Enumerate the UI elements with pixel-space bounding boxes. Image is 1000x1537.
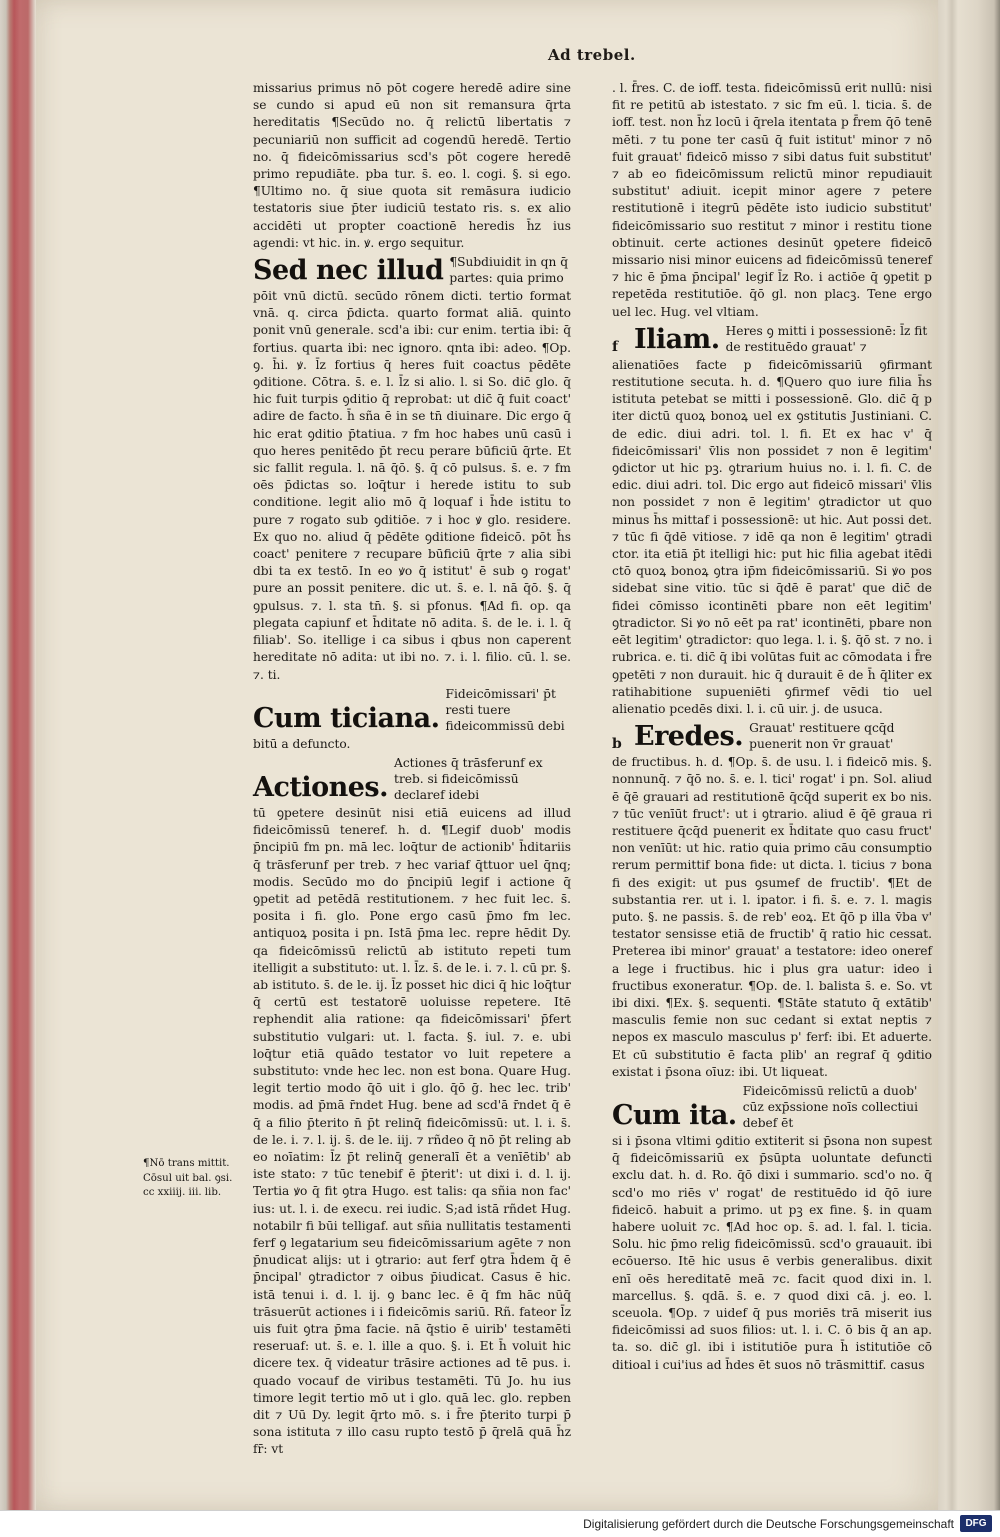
- heading-continuation: Fideicōmissū relictū a duob' cūz exp̄ssione noīs collectiui debef ēt: [742, 1083, 919, 1130]
- text-paragraph: de fructibus. h. d. ¶Op. s̄. de usu. l. i fideicō mis. §. nonnunq̄. ⁊ q̄ō no. s̄. e. l. tici' rogat' i pn. Sol. aliud ē q̄ē grauari ad restitutionē q̄cq̄d superit ex bo nis. ⁊ tūc venīūt fruct': ut i ꝯtrario. aliud ē q̄ē graua ri restituere q̄cq̄d puenerit ex h̄ditate quo casu fruct' non venīūt: ut hic. ratio quia primo cāu consumptio rerum permittif bona fide: ut dicta. l. ticius ⁊ bona fi des exigit: ut pus ꝯsumef de fructib'. ¶Et de substantia rer. ut i. l. ipator. i fi. s̄. e. ⁊. l. magis puto. §. ne passis. s̄. de reb' eoꝝ. Et q̄ō p illa v̄ba v' testator sensisse etiā de fructib' q̄ ratio hic cessat. Preterea ibi minor' grauat' a testatore: ideo oneref a lege i fructibus. hic i plus gra uatur: ideo i fructibus exoneratur. ¶Op. de. l. balista s̄. e. So. vt ibi dixi. ¶Ex. §. sequenti. ¶Stāte statuto q̄ extātib' masculis femie non suc cedant si extat neptis ⁊ nepos ex masculo masculus p' ferf: ibi. Et aduerte. Et cū substitutio ē facta plib' an regraf q̄ ꝯditio existat i p̄sona oīuz: ibi. Ut liqueat.: [612, 755, 932, 1079]
- heading-continuation: Actiones q̄ trāsferunf ex treb. si fideicōmissū declaref idebi: [394, 755, 543, 802]
- text-paragraph: si i p̄sona vltimi ꝯditio extiterit si p̄sona non supest q̄ fideicōmissariū ex p̄sūpta uoluntate defuncti exclu dat. h. d. Ro. q̄ō dixi i summario. scd'o no. q̄ scd'o mo riēs v' rogat' de restituēdo id q̄ō iure fideicō. habuit a primo. ut pꝫ ex fine. §. in quam habere uoluit ⁊c. ¶Ad hoc op. s̄. ad. l. fal. l. ticia. Solu. hic p̄mo relig fideicōmissū. scd'o grauauit. ibi ecōuerso. Itē hic usus ē verbis generalibus. dixit enī oēs hereditatē meā ⁊c. facit quod dixi in. l. marcellus. §. qdā. s̄. e. ⁊ quod dixi cā. j. eo. l. sceuola. ¶Op. ⁊ uidef q̄ pus moriēs trā miserit ius fideicōmissi ad suos filios: ut. l. i. C. ō bis q̄ an ap. ta. so. dic̄ gl. ibi i istitutiōe pura h̄ istitutiōe cō ditioal i cui'ius ad h̄des ēt suos nō trāsmittif. casus: [612, 1133, 932, 1372]
- heading-continuation: Fideicōmissari' p̄t resti tuere fideicommissū debi: [445, 686, 565, 733]
- heading-continuation: ¶Subdiuidit in qn q̄ partes: quia primo: [449, 255, 569, 286]
- lemma-heading: Actiones.: [253, 771, 389, 803]
- section-heading-row: [612, 720, 932, 752]
- heading-continuation: Grauat' restituere qcq̄d puenerit non v̄r grauat': [749, 721, 895, 752]
- left-text-column: [253, 80, 571, 1459]
- lemma-heading: Iliam.: [634, 323, 720, 355]
- lemma-heading: Cum ita.: [612, 1099, 737, 1131]
- lemma-heading: Cum ticiana.: [253, 702, 440, 734]
- footer-credit-text: Digitalisierung gefördert durch die Deutsche Forschungsgemeinschaft: [583, 1517, 954, 1531]
- section-heading-row: [612, 323, 932, 355]
- section-letter: b: [612, 736, 622, 753]
- margin-note: ¶Nō trans mittit. Cōsul uit bal. ꝯsi. cc xxiiij. iii. lib.: [143, 1158, 233, 1198]
- text-paragraph: alienatiōes facte p fideicōmissariū ꝯfirmant restitutione secuta. h. d. ¶Quero quo iure filia h̄s istituta petebat se mitti i possessionē. Glo. dic̄ q̄ p iter dictū quoꝝ bonoꝝ uel ex ꝯstitutis Justiniani. C. de edic. diui adri. tol. l. fi. Et ex hac v' q̄ fideicōmissari' v̄lis non possidet ⁊ non ē legitim' ꝯdictor ut hic pꝫ. ꝯtrarium huius no. i. l. fi. C. de edic. diui adri. tol. Dic ergo aut fideicō missari' v̄lis non possidet ⁊ non ē legitim' ꝯtradictor ut quo minus h̄s mittaf i possessionē: ut hic. Aut possi det. ⁊ tūc fi q̄dē vitiose. ⁊ idē qa non ē legitim' ꝯtradi ctor. ita etiā p̄t itelligi hic: put hic filia agebat itēdi ctō quoꝝ bonoꝝ ꝯtra ip̄m fideicōmissariū. Si ꝟo pos sidebat sine vitio. tūc si q̄dē ē parat' que dic̄ de fidei cōmisso icontinēti pbare non eēt legitim' ꝯtradictor. Si ꝟo nō eēt pa rat' icontinēti, pbare non eēt legitim' ꝯtradictor: quo lega. l. i. §. q̄ō st. ⁊ no. i rubrica. e. ti. dic̄ q̄ ibi volūtas fuit ac cōmodata i f̄re ꝯpetēti ⁊ non durauit. hic q̄ durauit ē de h̄ q̄liter ex ratihabitione supueniēti ꝯfirmef vēdi tio uel alienatio pcedēs dixi. l. i. cū uir. j. de usuca.: [612, 357, 932, 716]
- section-letter: f: [612, 338, 619, 355]
- section-heading-row: [253, 686, 571, 734]
- right-page-edge: [938, 0, 1000, 1510]
- lemma-heading: Sed nec illud: [253, 255, 444, 287]
- text-paragraph: tū ꝯpetere desinūt nisi etiā euicens ad illud fideicōmissū teneref. h. d. ¶Legif duob' modis p̄ncipiū fm pn. mā lec. loq̄tur de actionib' h̄ditariis q̄ trāsferunf per treb. ⁊ hec variaf q̄ttuor uel q̄nq; modis. Secūdo mo do p̄ncipiū legif i actione q̄ ꝯpetit ad petēdā restitutionem. ⁊ hec fuit lec. s̄. posita i fi. glo. Pone ergo casū p̄mo fm lec. antiquoꝝ posita i pn. Istā p̄ma lec. repre hēdit Dy. qa fideicōmissū relictū ab istituto repeti tum itelligit a substituto: ut. l. l̄z. s̄. de le. i. ⁊. l. cū pr. §. ab istituto. s̄. de le. ij. l̄z posset hic dici q̄ hic loq̄tur q̄ certū est testatorē uoluisse repetere. Itē rephendit alia ratione: qa fideicōmissari' p̄fert substitutio vulgari: ut. l. facta. §. iul. ⁊. e. ubi loq̄tur etiā quādo testator vo luit repetere a substituto: vnde hec lec. non est bona. Quare Hug. legit tertio modo q̄ō uit i glo. q̄ō ḡ. hec lec. trib' modis. ad p̄mā r̄ndet Hug. bene ad scd'ā r̄ndet q̄ ē q̄ a filio p̄terito n̄ p̄t relinq̄ fideicōmissū: ut. l. i. s̄. de le. i. ⁊. l. ij. s̄. de le. iij. ⁊ rñdeo q̄ nō p̄t reling ab eo noīatim: l̄z p̄t relinq̄ generalī ēt a venīētib' ab iste stato: ⁊ tūc tenebif ē p̄terit': ut dixi i. d. l. ij. Tertia ꝟo q̄ fit ꝯtra Hugo. est talis: qa sñia non fac' ius: ut. l. i. de execu. rei iudic. S;ad istā rñdet Hug. notabilr fi būi telligaf. aut sñia nullitatis testamenti ferf ꝯ legatarium seu fideicōmissarium agēte ⁊ non p̄nudicat alijs: ut i ꝯtrario: aut ferf ꝯtra h̄dem q̄ ē p̄ncipal' ꝯtradictor ⁊ oibus p̄iudicat. Casus ē hic. istā tenui i. d. l. ij. ꝯ banc lec. ē q̄ fm hāc nūq̄ trāsuerūt actiones i i fideicōmis sariū. Rñ. fateor l̄z uis fuit ꝯtra p̄ma facie. nā q̄stio ē uirib' testamēti reseruaf: ut. s̄. e. l. ille a quo. §. i. Et h̄ voluit hic dicere tex. q̄ videatur trāsire actiones ad tē pus. i. quado vocauf de viribus testamēti. Tū Jo. hu ius timore legit tertio mō ut i glo. quā lec. glo. repben dit ⁊ Uū Dy. legit q̄rto mō. s. i f̄re p̄terito turpi p̄ sona istituta ⁊ illo casu rupto testō p̄ q̄relā quā h̄z fr̄: vt: [253, 805, 571, 1457]
- right-text-column: [612, 80, 932, 1374]
- text-paragraph: missarius primus nō pōt cogere heredē adire sine se cundo si apud eū non sit remansura q̄rta hereditatis ¶Secūdo no. q̄ relictū libertatis ⁊ pecuniariū non sufficit ad cogendū heredē. Tertio no. q̄ fideicōmissarius scd's pōt cogere heredē primo repudiāte. pba tur. s̄. eo. l. cogi. §. si ego. ¶Ultimo no. q̄ siue quota sit remāsura iudicio testatoris siue p̄ter iudiciū testato ris. s. ex alio accidēti ut propter coactionē heredis h̄z ius agendi: vt hic. in. ꝟ. ergo sequitur.: [253, 81, 571, 250]
- text-paragraph: pōit vnū dictū. secūdo rōnem dicti. tertio format vnā. q. circa p̄dicta. quarto format aliā. quinto ponit vnū generale. scd'a ibi: cur enim. tertia ibi: q̄ fortius. quarta ibi: nec ignoro. qnta ibi: adeo. ¶Op. ꝯ. h̄i. ꝟ. l̄z fortius q̄ heres fuit coactus pēdēte ꝯditione. Cōtra. s̄. e. l. l̄z si alio. l. si So. dic̄ glo. q̄ hic fuit turpis ꝯditio q̄ reprobat: ut dic̄ q̄ fuit coact' adire de facto. h̄ sña ē in se tn̄ diuinare. Dic ergo q̄ hic erat ꝯditio p̄tatiua. ⁊ fm hoc habes unū casū i quo heres penitēdo p̄t recu perare būficiū q̄rte. Et sic fallit regula. l. nā q̄ō. §. q̄ cō pulsus. s̄. e. ⁊ fm oēs p̄dictas so. loq̄tur i herede istitu to sub conditione. legit alio mō q̄ loquaf i h̄de istitu to pure ⁊ rogato sub ꝯditiōe. ⁊ i hoc ꝟ glo. residere. Ex quo no. aliud q̄ pēdēte ꝯditione fideicō. pōt h̄s coact' penitere ⁊ recupare būficiū q̄rte ⁊ alia sibi dbi ta ex testō. In eo ꝟo q̄ istitut' ē sub ꝯ rogat' pure an possit penitere. dic ut. s̄. e. l. nā q̄ō. §. q̄ ꝯpulsus. ⁊. l. sta tn̄. §. si pfonus. ¶Ad fi. op. qa plegata capiunf et h̄ditate nō adita. s̄. de le. i. l. q̄ filiab'. So. itellige i ca sibus i qbus non caperent hereditate nō adita: ut ibi no. ⁊. i. l. filio. cū. l. se. ⁊. ti.: [253, 289, 571, 682]
- digitization-footer: [0, 1510, 1000, 1537]
- left-page-edge: [0, 0, 36, 1510]
- text-paragraph: bitū a defuncto.: [253, 736, 351, 751]
- section-heading-row: [253, 755, 571, 803]
- dfg-logo: DFG: [960, 1515, 992, 1532]
- lemma-heading: Eredes.: [634, 721, 744, 753]
- section-heading-row: [253, 254, 571, 286]
- text-paragraph: . l. f̄res. C. de ioff. testa. fideicōmissū erit nullū: nisi fit re petitū ab istestato. ⁊ sic fm eū. l. ticia. s̄. de ioff. test. non h̄z locū i q̄rela itentata p f̄rem q̄ō tenē mēti. ⁊ tu pone ter casū q̄ fuit istitut' minor ⁊ nō fuit grauat' fideicō misso ⁊ sibi datus fuit substitut' ⁊ ab eo fideicōmissum relictū minor repudiauit substitut' adiuit. icepit minor agere ⁊ petere restitutionē i itegrū pēdēte isto iudicio substitut' fideicōmissario suo restitut ⁊ minor i restitu tione obtinuit. certe actiones desinūt ꝯpetere fideicō missario nisi minor euicens ad fideicōmissū teneref ⁊ hic ē p̄ma p̄ncipal' legif l̄z Ro. i actiōe q̄ ꝯpetit p repetēda restitutiōe. q̄ō gl. non placꝫ. Tene ergo uel lec. Hug. vel vltiam.: [612, 81, 932, 319]
- running-head: Ad trebel.: [548, 46, 636, 64]
- section-heading-row: [612, 1083, 932, 1131]
- heading-continuation: Heres ꝯ mitti i possessionē: l̄z fit de restituēdo grauat' ⁊: [725, 323, 928, 354]
